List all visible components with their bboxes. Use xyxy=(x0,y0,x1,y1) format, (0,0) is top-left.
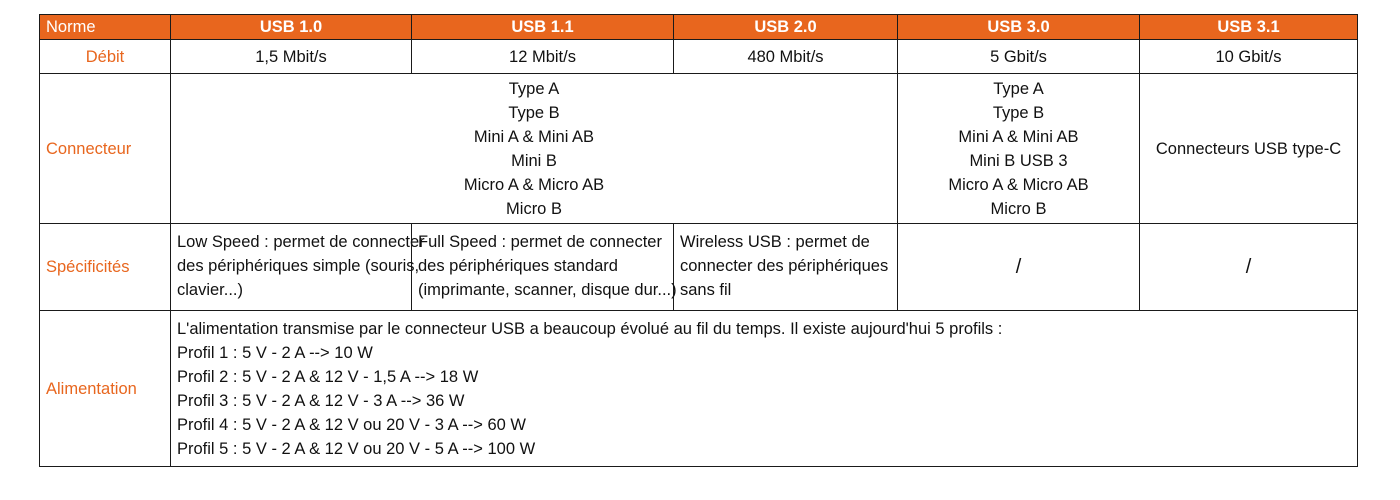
header-usb-1-0: USB 1.0 xyxy=(171,15,412,40)
connecteur-usb-3-1: Connecteurs USB type-C xyxy=(1140,74,1358,224)
power-profile: Profil 1 : 5 V - 2 A --> 10 W xyxy=(177,343,373,362)
connector-type: Type A xyxy=(508,79,560,98)
alimentation-intro: L'alimentation transmise par le connecteur USB a beaucoup évolué au fil du temps. Il existe aujourd'hui 5 profils : xyxy=(177,319,1003,338)
spec-line: Low Speed : permet de connecter xyxy=(177,233,425,251)
debit-label: Débit xyxy=(40,40,171,74)
spec-line: (imprimante, scanner, disque dur...) xyxy=(418,281,677,299)
power-profile: Profil 3 : 5 V - 2 A & 12 V - 3 A --> 36 W xyxy=(177,391,465,410)
alimentation-row xyxy=(40,311,1358,467)
spec-usb-2-0 xyxy=(674,224,898,311)
connector-type: Micro B xyxy=(506,199,562,218)
specificites-row xyxy=(40,224,1358,311)
debit-usb-1-0: 1,5 Mbit/s xyxy=(171,40,412,74)
usb-comparison-table xyxy=(39,14,1358,467)
debit-row xyxy=(40,40,1358,74)
alimentation-content xyxy=(171,311,1358,467)
spec-line: connecter des périphériques xyxy=(680,257,889,275)
spec-line: Wireless USB : permet de xyxy=(680,233,870,251)
connector-type: Mini A & Mini AB xyxy=(473,127,595,146)
connector-type: Type A xyxy=(993,79,1044,98)
connector-type: Micro B xyxy=(990,199,1047,218)
connector-type: Micro A & Micro AB xyxy=(948,175,1089,194)
connecteur-usb-3-0 xyxy=(898,74,1140,224)
connector-type: Mini A & Mini AB xyxy=(958,127,1079,146)
header-usb-1-1: USB 1.1 xyxy=(412,15,674,40)
connecteur-row xyxy=(40,74,1358,224)
power-profile: Profil 5 : 5 V - 2 A & 12 V ou 20 V - 5 A --> 100 W xyxy=(177,439,536,458)
spec-usb-1-1 xyxy=(412,224,677,311)
spec-line: sans fil xyxy=(680,281,732,299)
specificites-label: Spécificités xyxy=(40,224,171,311)
alimentation-label: Alimentation xyxy=(40,311,171,467)
spec-line: Full Speed : permet de connecter xyxy=(418,233,662,251)
debit-usb-3-1: 10 Gbit/s xyxy=(1140,40,1358,74)
debit-usb-2-0: 480 Mbit/s xyxy=(674,40,898,74)
connecteur-usb-1-2 xyxy=(171,74,898,224)
header-label: Norme xyxy=(40,15,171,40)
spec-line: des périphériques simple (souris, xyxy=(177,257,420,275)
connector-type: Type B xyxy=(992,103,1045,122)
connecteur-label: Connecteur xyxy=(40,74,171,224)
connector-type: Micro A & Micro AB xyxy=(463,175,605,194)
power-profile: Profil 4 : 5 V - 2 A & 12 V ou 20 V - 3 A --> 60 W xyxy=(177,415,526,434)
header-row xyxy=(40,15,1358,40)
spec-usb-1-0 xyxy=(171,224,425,311)
spec-line: des périphériques standard xyxy=(418,257,618,275)
connector-type: Mini B xyxy=(511,151,557,170)
spec-usb-3-1: / xyxy=(1140,224,1358,311)
spec-usb-3-0: / xyxy=(898,224,1140,311)
header-usb-2-0: USB 2.0 xyxy=(674,15,898,40)
debit-usb-3-0: 5 Gbit/s xyxy=(898,40,1140,74)
header-usb-3-0: USB 3.0 xyxy=(898,15,1140,40)
debit-usb-1-1: 12 Mbit/s xyxy=(412,40,674,74)
header-usb-3-1: USB 3.1 xyxy=(1140,15,1358,40)
connector-type: Type B xyxy=(508,103,560,122)
connector-type: Mini B USB 3 xyxy=(969,151,1068,170)
spec-line: clavier...) xyxy=(177,281,244,299)
power-profile: Profil 2 : 5 V - 2 A & 12 V - 1,5 A --> 18 W xyxy=(177,367,479,386)
